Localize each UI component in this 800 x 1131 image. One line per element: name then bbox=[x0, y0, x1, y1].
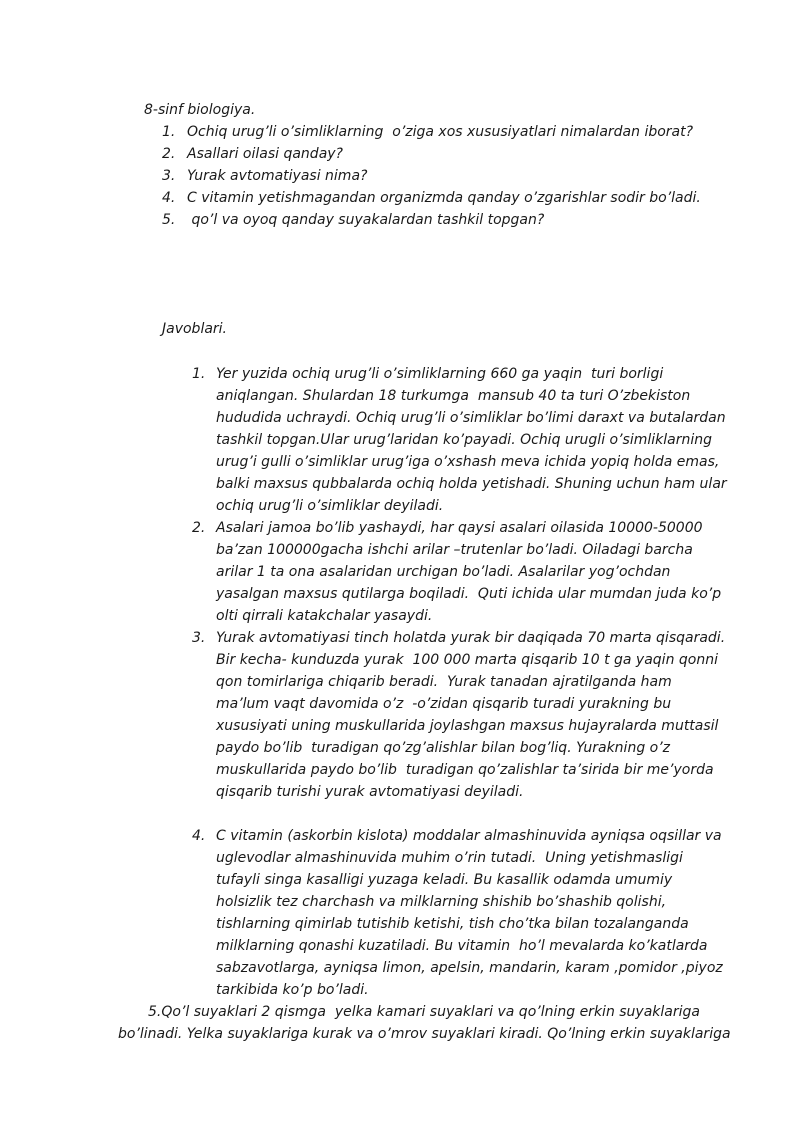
answer-line: ochiq urug’li o’simliklar deyiladi. bbox=[216, 498, 444, 514]
answer-line: milklarning qonashi kuzatiladi. Bu vitamin ho’l mevalarda ko’katlarda bbox=[216, 938, 708, 954]
answers-heading: Javoblari. bbox=[162, 321, 228, 337]
answer-line: tarkibida ko’p bo’ladi. bbox=[216, 982, 369, 998]
answer-line: sabzavotlarga, ayniqsa limon, apelsin, mandarin, karam ,pomidor ,piyoz bbox=[216, 960, 723, 976]
question-text: qo’l va oyoq qanday suyakalardan tashkil topgan? bbox=[187, 212, 545, 228]
answer-line: olti qirrali katakchalar yasaydi. bbox=[216, 608, 433, 624]
document-title: 8-sinf biologiya. bbox=[144, 102, 256, 118]
question-text: Asallari oilasi qanday? bbox=[187, 146, 343, 162]
answer-line: ba’zan 100000gacha ishchi arilar –trutenlar bo’ladi. Oiladagi barcha bbox=[216, 542, 693, 558]
answer-line: tufayli singa kasalligi yuzaga keladi. Bu kasallik odamda umumiy bbox=[216, 872, 673, 888]
question-text: Yurak avtomatiyasi nima? bbox=[187, 168, 368, 184]
answer-line: aniqlangan. Shulardan 18 turkumga mansub 40 ta turi O’zbekiston bbox=[216, 388, 691, 404]
answer-line: Bir kecha- kunduzda yurak 100 000 marta qisqarib 10 t ga yaqin qonni bbox=[216, 652, 718, 668]
answer-line: xususiyati uning muskullarida joylashgan maxsus hujayralarda muttasil bbox=[216, 718, 719, 734]
answer-line: tishlarning qimirlab tutishib ketishi, tish cho’tka bilan tozalanganda bbox=[216, 916, 689, 932]
answer-line: C vitamin (askorbin kislota) moddalar almashinuvida ayniqsa oqsillar va bbox=[216, 828, 722, 844]
answer-line: tashkil topgan.Ular urug’laridan ko’payadi. Ochiq urugli o’simliklarning bbox=[216, 432, 713, 448]
question-text: C vitamin yetishmagandan organizmda qanday o’zgarishlar sodir bo’ladi. bbox=[187, 190, 701, 206]
list-number: 1. bbox=[162, 124, 176, 140]
list-number: 5. bbox=[162, 212, 176, 228]
list-number: 2. bbox=[192, 520, 206, 536]
answer-line: paydo bo’lib turadigan qo’zg’alishlar bilan bog’liq. Yurakning o’z bbox=[216, 740, 671, 756]
answer-line: Yurak avtomatiyasi tinch holatda yurak bir daqiqada 70 marta qisqaradi. bbox=[216, 630, 726, 646]
answer-line: 5.Qo’l suyaklari 2 qismga yelka kamari suyaklari va qo’lning erkin suyaklariga bbox=[148, 1004, 700, 1020]
list-number: 3. bbox=[162, 168, 176, 184]
question-text: Ochiq urug’li o’simliklarning o’ziga xos xususiyatlari nimalardan iborat? bbox=[187, 124, 694, 140]
answer-line: holsizlik tez charchash va milklarning shishib bo’shashib qolishi, bbox=[216, 894, 667, 910]
answer-line: qisqarib turishi yurak avtomatiyasi deyiladi. bbox=[216, 784, 524, 800]
list-number: 4. bbox=[192, 828, 206, 844]
list-number: 3. bbox=[192, 630, 206, 646]
answer-line: urug’i gulli o’simliklar urug’iga o’xshash meva ichida yopiq holda emas, bbox=[216, 454, 720, 470]
answer-line: balki maxsus qubbalarda ochiq holda yetishadi. Shuning uchun ham ular bbox=[216, 476, 727, 492]
answer-line: ma’lum vaqt davomida o’z -o’zidan qisqarib turadi yurakning bu bbox=[216, 696, 672, 712]
answer-line: Asalari jamoa bo’lib yashaydi, har qaysi asalari oilasida 10000-50000 bbox=[216, 520, 703, 536]
list-number: 1. bbox=[192, 366, 206, 382]
answer-line: muskullarida paydo bo’lib turadigan qo’zalishlar ta’sirida bir me’yorda bbox=[216, 762, 714, 778]
answer-line: Yer yuzida ochiq urug’li o’simliklarning 660 ga yaqin turi borligi bbox=[216, 366, 664, 382]
answer-line: bo’linadi. Yelka suyaklariga kurak va o’mrov suyaklari kiradi. Qo’lning erkin suyaklariga bbox=[118, 1026, 731, 1042]
list-number: 4. bbox=[162, 190, 176, 206]
answer-line: hududida uchraydi. Ochiq urug’li o’simliklar bo’limi daraxt va butalardan bbox=[216, 410, 726, 426]
answer-line: uglevodlar almashinuvida muhim o’rin tutadi. Uning yetishmasligi bbox=[216, 850, 683, 866]
answer-line: arilar 1 ta ona asalaridan urchigan bo’ladi. Asalarilar yog’ochdan bbox=[216, 564, 671, 580]
answer-line: yasalgan maxsus qutilarga boqiladi. Quti ichida ular mumdan juda ko’p bbox=[216, 586, 722, 602]
answer-line: qon tomirlariga chiqarib beradi. Yurak tanadan ajratilganda ham bbox=[216, 674, 672, 690]
list-number: 2. bbox=[162, 146, 176, 162]
